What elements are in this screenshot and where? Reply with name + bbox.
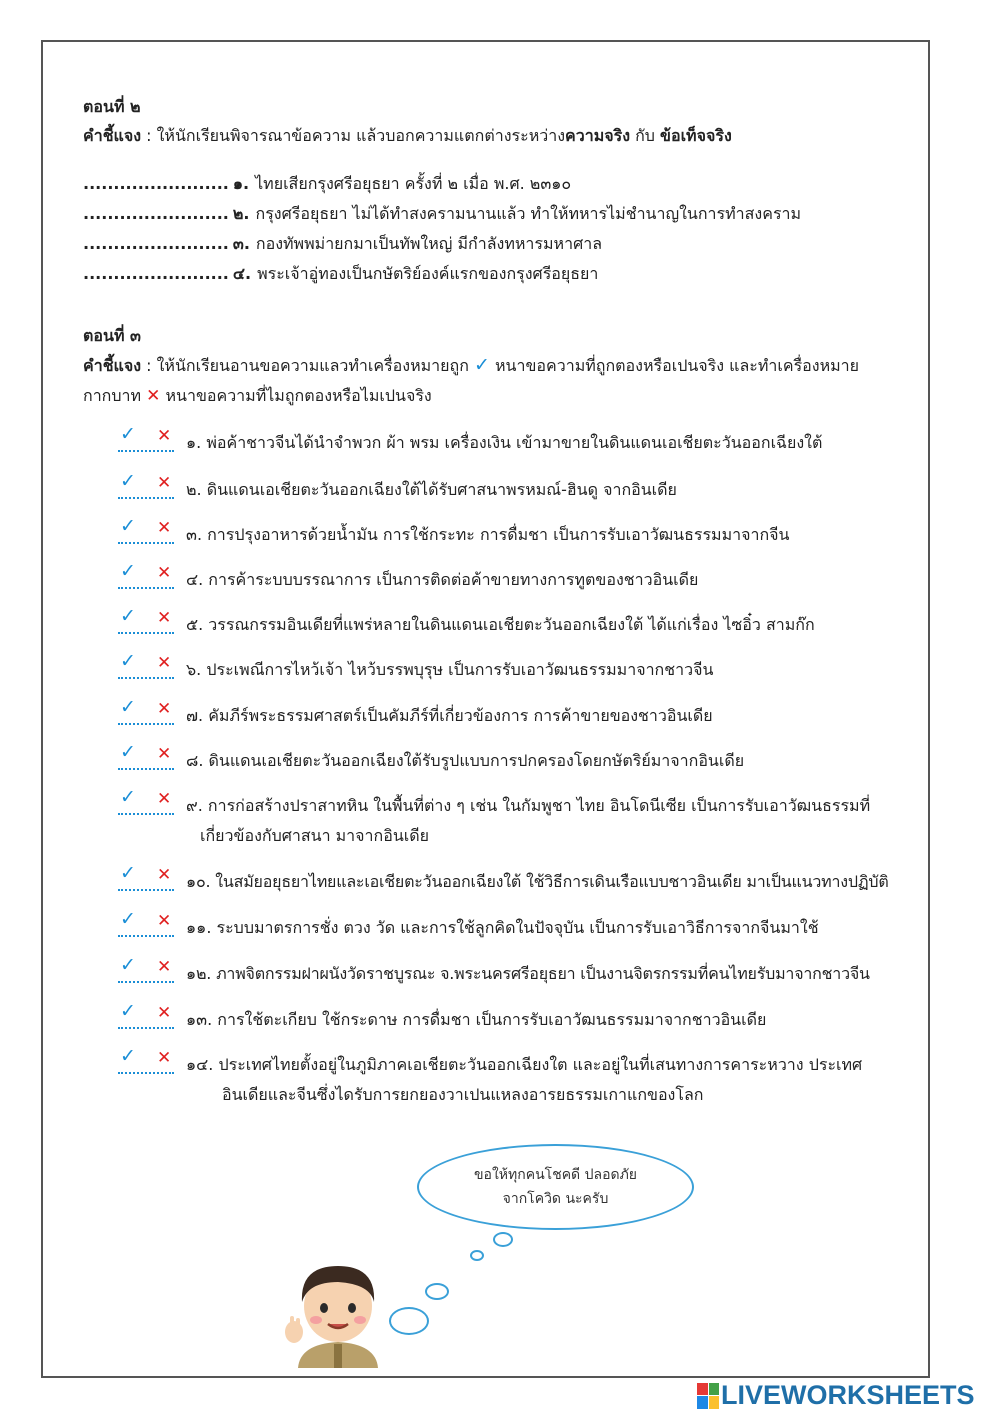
answer-select[interactable] [118,605,174,634]
item-number: ๔. [232,264,252,283]
part2-item [83,202,801,227]
part3-instruction-d: หนาขอความที่ไมถูกตองหรือไมเปนจริง [160,386,432,405]
answer-select[interactable] [118,954,174,983]
item-text: พระเจ้าอู่ทองเป็นกษัตริย์องค์แรกของกรุงศรีอยุธยา [257,264,599,283]
part3-instruction-c: กากบาท [83,386,147,405]
item-text: ๙. การก่อสร้างปราสาทหิน ในพื้นที่ต่าง ๆ เช่น ในกัมพูชา ไทย อินโดนีเซีย เป็นการรับเอาวัฒนธรรมที่ [186,796,871,815]
cross-icon[interactable]: ✕ [157,608,172,628]
answer-select[interactable] [118,786,174,815]
bubble-dot [470,1250,484,1261]
item-text: ๑๓. การใช้ตะเกียบ ใช้กระดาษ การดื่มชา เป็นการรับเอาวัฒนธรรมมาจากชาวอินเดีย [186,1010,767,1029]
cross-icon[interactable]: ✕ [157,1048,172,1068]
check-icon[interactable]: ✓ [120,786,136,808]
cross-icon[interactable]: ✕ [157,957,172,977]
part2-connector: กับ [630,126,661,145]
item-text: ๔. การค้าระบบบรรณาการ เป็นการติดต่อค้าขายทางการทูตของชาวอินเดีย [186,570,699,589]
cross-icon[interactable]: ✕ [157,865,172,885]
item-text: ๑๐. ในสมัยอยุธยาไทยและเอเชียตะวันออกเฉียงใต้ ใช้วิธีการเดินเรือแบบชาวอินเดีย มาเป็นแนวทางปฏิบัติ [186,872,889,891]
part2-item [83,232,602,257]
check-icon[interactable]: ✓ [120,560,136,582]
cross-icon[interactable]: ✕ [157,563,172,583]
item-text-continued: เกี่ยวข้องกับศาสนา มาจากอินเดีย [200,826,429,845]
cross-icon[interactable]: ✕ [157,653,172,673]
liveworksheets-logo [697,1380,975,1411]
answer-blank[interactable]: ........................ [83,174,229,193]
item-text: ๖. ประเพณีการไหว้เจ้า ไหว้บรรพบุรุษ เป็นการรับเอาวัฒนธรรมมาจากชาวจีน [186,660,714,679]
part3-instruction-b: หนาขอความที่ถูกตองหรือเปนจริง และทำเครื่องหมาย [489,356,860,375]
item-text: ๑๒. ภาพจิตกรรมฝาผนังวัดราชบูรณะ จ.พระนครศรีอยุธยา เป็นงานจิตรกรรมที่คนไทยรับมาจากชาวจีน [186,964,870,983]
answer-select[interactable] [118,862,174,891]
liveworksheets-logo-icon [697,1383,719,1409]
cross-icon: ✕ [146,386,161,406]
item-number: ๓. [232,234,250,253]
item-text: ๑๔. ประเทศไทยตั้งอยู่ในภูมิภาคเอเชียตะวันออกเฉียงใต และอยู่ในที่เสนทางการคาระหวาง ประเทศ [186,1055,863,1074]
cross-icon[interactable]: ✕ [157,426,172,446]
cross-icon[interactable]: ✕ [157,699,172,719]
item-text: ๘. ดินแดนเอเชียตะวันออกเฉียงใต้รับรูปแบบการปกครองโดยกษัตริย์มาจากอินเดีย [186,751,745,770]
answer-blank[interactable]: ........................ [83,234,229,253]
answer-select[interactable] [118,560,174,589]
part2-instruction-label: คำชี้แจง [83,126,142,145]
part2-term1: ความจริง [565,126,631,145]
part2-title: ตอนที่ ๒ [83,97,141,116]
cross-icon[interactable]: ✕ [157,473,172,493]
answer-select[interactable] [118,1000,174,1029]
check-icon[interactable]: ✓ [120,862,136,884]
check-icon: ✓ [474,354,490,376]
part2-instruction [83,121,732,151]
part2-instruction-text: : ให้นักเรียนพิจารณาข้อความ แล้วบอกความแตกต่างระหว่าง [141,126,566,145]
bubble-line1: ขอให้ทุกคนโชคดี ปลอดภัย [473,1167,637,1183]
item-text: กองทัพพม่ายกมาเป็นทัพใหญ่ มีกำลังทหารมหาศาล [255,234,603,253]
check-icon[interactable]: ✓ [120,605,136,627]
item-text: กรุงศรีอยุธยา ไม่ได้ทำสงครามนานแล้ว ทำให้ทหารไม่ชำนาญในการทำสงคราม [255,204,802,223]
part3-instruction-label: คำชี้แจง [83,356,142,375]
cross-icon[interactable]: ✕ [157,1003,172,1023]
answer-select[interactable] [118,515,174,544]
check-icon[interactable]: ✓ [120,423,136,445]
check-icon[interactable]: ✓ [120,954,136,976]
answer-select[interactable] [118,1045,174,1074]
cross-icon[interactable]: ✕ [157,911,172,931]
part2-term2: ข้อเท็จจริง [660,126,732,145]
cross-icon[interactable]: ✕ [157,789,172,809]
cartoon-boy-illustration [278,1258,400,1368]
check-icon[interactable]: ✓ [120,696,136,718]
check-icon[interactable]: ✓ [120,515,136,537]
part3-title: ตอนที่ ๓ [83,326,141,345]
item-text: ๑๑. ระบบมาตรการชั่ง ตวง วัด และการใช้ลูกคิดในปัจจุบัน เป็นการรับเอาวิธีการจากจีนมาใช้ [186,918,819,937]
item-text: ๑. พ่อค้าชาวจีนได้นำจำพวก ผ้า พรม เครื่องเงิน เข้ามาขายในดินแดนเอเชียตะวันออกเฉียงใต้ [186,433,823,452]
item-number: ๒. [232,204,250,223]
item-text-continued: อินเดียและจีนซึ่งไดรับการยกยองวาเปนแหลงอารยธรรมเกาแกของโลก [222,1085,704,1104]
answer-select[interactable] [118,696,174,725]
answer-select[interactable] [118,741,174,770]
brand-name: LIVEWORKSHEETS [721,1380,975,1410]
answer-blank[interactable]: ........................ [83,204,229,223]
check-icon[interactable]: ✓ [120,908,136,930]
cross-icon[interactable]: ✕ [157,518,172,538]
item-text: ๗. คัมภีร์พระธรรมศาสตร์เป็นคัมภีร์ที่เกี่ยวข้องการ การค้าขายของชาวอินเดีย [186,706,713,725]
cross-icon[interactable]: ✕ [157,744,172,764]
answer-select[interactable] [118,423,174,452]
bubble-dot [425,1283,449,1300]
answer-select[interactable] [118,908,174,937]
item-text: ไทยเสียกรุงศรีอยุธยา ครั้งที่ ๒ เมื่อ พ.ศ. ๒๓๑๐ [255,174,572,193]
item-text: ๕. วรรณกรรมอินเดียที่แพร่หลายในดินแดนเอเชียตะวันออกเฉียงใต้ ได้แก่เรื่อง ไซอิ๋ว สามก๊ก [186,615,815,634]
part2-item [83,262,598,287]
check-icon[interactable]: ✓ [120,650,136,672]
answer-select[interactable] [118,470,174,499]
thought-bubble [417,1144,694,1230]
check-icon[interactable]: ✓ [120,1000,136,1022]
item-number: ๑. [232,174,250,193]
answer-select[interactable] [118,650,174,679]
answer-blank[interactable]: ........................ [83,264,229,283]
bubble-line2: จากโควิด นะครับ [502,1191,609,1207]
part3-instruction [83,350,893,411]
bubble-dot [493,1232,513,1247]
item-text: ๓. การปรุงอาหารด้วยน้ำมัน การใช้กระทะ การดื่มชา เป็นการรับเอาวัฒนธรรมมาจากจีน [186,525,790,544]
part3-instruction-a: : ให้นักเรียนอานขอความแลวทำเครื่องหมายถูก [141,356,474,375]
check-icon[interactable]: ✓ [120,1045,136,1067]
check-icon[interactable]: ✓ [120,470,136,492]
check-icon[interactable]: ✓ [120,741,136,763]
part2-item [83,172,571,197]
item-text: ๒. ดินแดนเอเชียตะวันออกเฉียงใต้ได้รับศาสนาพรหมณ์-ฮินดู จากอินเดีย [186,480,677,499]
